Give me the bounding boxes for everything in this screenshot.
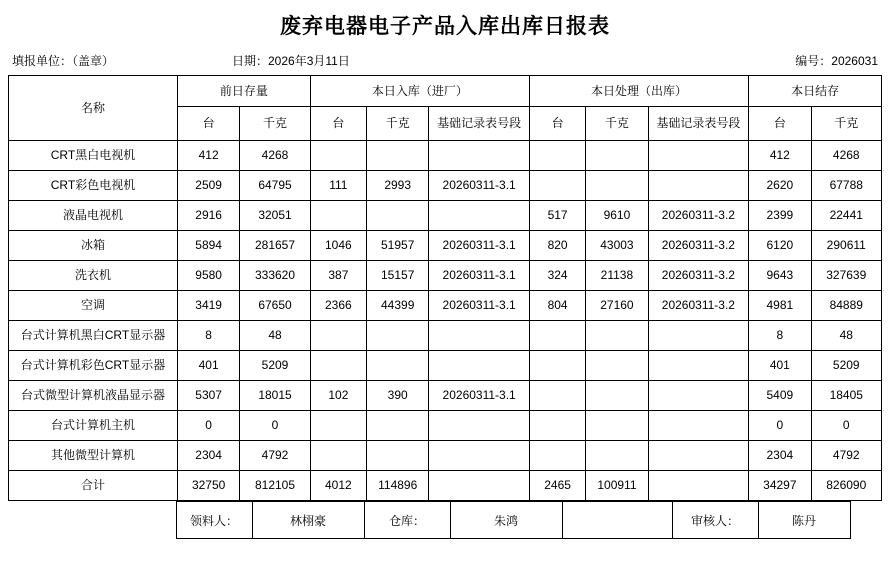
cell-bal-units: 2399 [749,201,811,231]
cell-out-units [529,171,585,201]
cell-in-kg: 51957 [367,231,429,261]
total-bal-units: 34297 [749,471,811,501]
cell-in-kg [367,321,429,351]
cell-out-kg [586,321,648,351]
cell-out-kg: 27160 [586,291,648,321]
signature-row [8,502,882,539]
meta-row [8,52,882,75]
cell-prev-kg: 32051 [240,201,310,231]
cell-out-kg [586,351,648,381]
cell-out-kg [586,381,648,411]
cell-out-record [648,411,749,441]
cell-prev-kg: 5209 [240,351,310,381]
warehouse-label: 仓库： [364,502,450,539]
cell-prev-units: 3419 [177,291,239,321]
table-body [9,141,882,501]
cell-in-record [429,441,530,471]
cell-in-units: 111 [310,171,366,201]
cell-bal-kg: 4268 [811,141,881,171]
cell-out-units: 517 [529,201,585,231]
cell-bal-units: 4981 [749,291,811,321]
cell-bal-units: 2620 [749,171,811,201]
total-out-units: 2465 [529,471,585,501]
cell-bal-kg: 0 [811,411,881,441]
cell-in-units [310,441,366,471]
table-total-row [9,471,882,501]
header-group-prev-stock: 前日存量 [177,76,310,107]
subheader-out-units: 台 [529,107,585,141]
cell-bal-units: 0 [749,411,811,441]
signature-blank-cell [562,502,672,539]
cell-in-units: 102 [310,381,366,411]
subheader-in-kg: 千克 [367,107,429,141]
cell-prev-kg: 333620 [240,261,310,291]
cell-in-kg [367,441,429,471]
cell-out-units: 820 [529,231,585,261]
total-prev-kg: 812105 [240,471,310,501]
cell-prev-kg: 67650 [240,291,310,321]
cell-bal-kg: 22441 [811,201,881,231]
cell-bal-kg: 290611 [811,231,881,261]
auditor-label: 审核人： [672,502,758,539]
table-row [9,441,882,471]
report-number-label: 编号：2026031 [795,54,878,68]
cell-prev-units: 5894 [177,231,239,261]
report-date-label: 日期：2026年3月11日 [232,54,350,68]
cell-out-kg [586,171,648,201]
table-row [9,231,882,261]
row-name: 液晶电视机 [9,201,178,231]
signature-table [8,501,882,539]
cell-prev-kg: 18015 [240,381,310,411]
cell-prev-kg: 4792 [240,441,310,471]
cell-bal-kg: 84889 [811,291,881,321]
cell-in-units [310,201,366,231]
cell-out-record [648,321,749,351]
cell-prev-units: 412 [177,141,239,171]
cell-in-record [429,351,530,381]
cell-out-kg: 9610 [586,201,648,231]
cell-in-record: 20260311-3.1 [429,261,530,291]
cell-bal-units: 6120 [749,231,811,261]
inventory-table [8,75,882,501]
cell-in-record: 20260311-3.1 [429,231,530,261]
cell-prev-units: 2304 [177,441,239,471]
total-prev-units: 32750 [177,471,239,501]
cell-out-record: 20260311-3.2 [648,291,749,321]
total-in-kg: 114896 [367,471,429,501]
header-group-balance: 本日结存 [749,76,882,107]
page-title: 废弃电器电子产品入库出库日报表 [280,14,610,38]
row-name-total: 合计 [9,471,178,501]
cell-in-units: 1046 [310,231,366,261]
picker-label: 领料人： [176,502,252,539]
cell-in-record: 20260311-3.1 [429,291,530,321]
cell-prev-units: 2509 [177,171,239,201]
cell-in-kg [367,141,429,171]
cell-in-kg: 390 [367,381,429,411]
cell-in-kg: 15157 [367,261,429,291]
cell-prev-kg: 4268 [240,141,310,171]
cell-out-record [648,171,749,201]
signature-spacer-right [850,502,882,539]
table-row [9,141,882,171]
total-in-units: 4012 [310,471,366,501]
filing-unit-label: 填报单位：（盖章） [12,54,115,68]
cell-bal-kg: 18405 [811,381,881,411]
cell-out-record [648,141,749,171]
cell-in-record [429,141,530,171]
cell-out-kg [586,141,648,171]
subheader-bal-kg: 千克 [811,107,881,141]
warehouse-value: 朱鸿 [450,502,562,539]
table-row [9,201,882,231]
table-row [9,351,882,381]
cell-prev-kg: 48 [240,321,310,351]
cell-bal-kg: 4792 [811,441,881,471]
table-group-header-row [9,76,882,107]
cell-out-record: 20260311-3.2 [648,231,749,261]
cell-bal-kg: 5209 [811,351,881,381]
cell-bal-units: 8 [749,321,811,351]
cell-out-units [529,321,585,351]
subheader-out-record: 基础记录表号段 [648,107,749,141]
header-group-inbound: 本日入库（进厂） [310,76,529,107]
subheader-prev-kg: 千克 [240,107,310,141]
row-name: 台式微型计算机液晶显示器 [9,381,178,411]
cell-in-record [429,321,530,351]
table-row [9,291,882,321]
cell-out-record [648,381,749,411]
cell-out-units [529,411,585,441]
row-name: 空调 [9,291,178,321]
cell-bal-units: 401 [749,351,811,381]
cell-in-record: 20260311-3.1 [429,381,530,411]
cell-bal-units: 2304 [749,441,811,471]
row-name: 冰箱 [9,231,178,261]
cell-in-kg: 44399 [367,291,429,321]
cell-out-kg [586,441,648,471]
cell-prev-units: 0 [177,411,239,441]
cell-prev-kg: 0 [240,411,310,441]
cell-out-kg: 43003 [586,231,648,261]
row-name: CRT彩色电视机 [9,171,178,201]
cell-out-units: 324 [529,261,585,291]
cell-out-kg [586,411,648,441]
auditor-value: 陈丹 [758,502,850,539]
header-name: 名称 [9,76,178,141]
cell-out-units [529,141,585,171]
row-name: 台式计算机黑白CRT显示器 [9,321,178,351]
table-row [9,261,882,291]
subheader-bal-units: 台 [749,107,811,141]
cell-out-units: 804 [529,291,585,321]
picker-value: 林栩豪 [252,502,364,539]
cell-in-units [310,351,366,381]
cell-out-record: 20260311-3.2 [648,261,749,291]
cell-out-units [529,351,585,381]
row-name: CRT黑白电视机 [9,141,178,171]
subheader-in-record: 基础记录表号段 [429,107,530,141]
subheader-out-kg: 千克 [586,107,648,141]
cell-out-kg: 21138 [586,261,648,291]
cell-in-units [310,411,366,441]
table-row [9,321,882,351]
cell-bal-units: 412 [749,141,811,171]
cell-bal-units: 5409 [749,381,811,411]
row-name: 洗衣机 [9,261,178,291]
cell-out-units [529,381,585,411]
subheader-prev-units: 台 [177,107,239,141]
cell-prev-units: 401 [177,351,239,381]
cell-in-units [310,321,366,351]
subheader-in-units: 台 [310,107,366,141]
cell-in-record [429,201,530,231]
total-bal-kg: 826090 [811,471,881,501]
cell-in-record: 20260311-3.1 [429,171,530,201]
table-row [9,411,882,441]
cell-out-units [529,441,585,471]
cell-bal-kg: 327639 [811,261,881,291]
cell-in-kg: 2993 [367,171,429,201]
cell-bal-kg: 48 [811,321,881,351]
cell-prev-kg: 64795 [240,171,310,201]
total-in-record [429,471,530,501]
total-out-record [648,471,749,501]
cell-in-record [429,411,530,441]
cell-bal-units: 9643 [749,261,811,291]
cell-prev-units: 2916 [177,201,239,231]
cell-prev-units: 5307 [177,381,239,411]
cell-in-kg [367,351,429,381]
header-group-outbound: 本日处理（出库） [529,76,748,107]
cell-in-kg [367,411,429,441]
cell-prev-units: 8 [177,321,239,351]
cell-in-kg [367,201,429,231]
table-row [9,171,882,201]
cell-prev-units: 9580 [177,261,239,291]
cell-in-units: 2366 [310,291,366,321]
cell-out-record [648,441,749,471]
cell-in-units: 387 [310,261,366,291]
row-name: 其他微型计算机 [9,441,178,471]
cell-bal-kg: 67788 [811,171,881,201]
cell-out-record [648,351,749,381]
table-row [9,381,882,411]
cell-prev-kg: 281657 [240,231,310,261]
signature-spacer-left [8,502,176,539]
row-name: 台式计算机彩色CRT显示器 [9,351,178,381]
cell-out-record: 20260311-3.2 [648,201,749,231]
row-name: 台式计算机主机 [9,411,178,441]
total-out-kg: 100911 [586,471,648,501]
cell-in-units [310,141,366,171]
